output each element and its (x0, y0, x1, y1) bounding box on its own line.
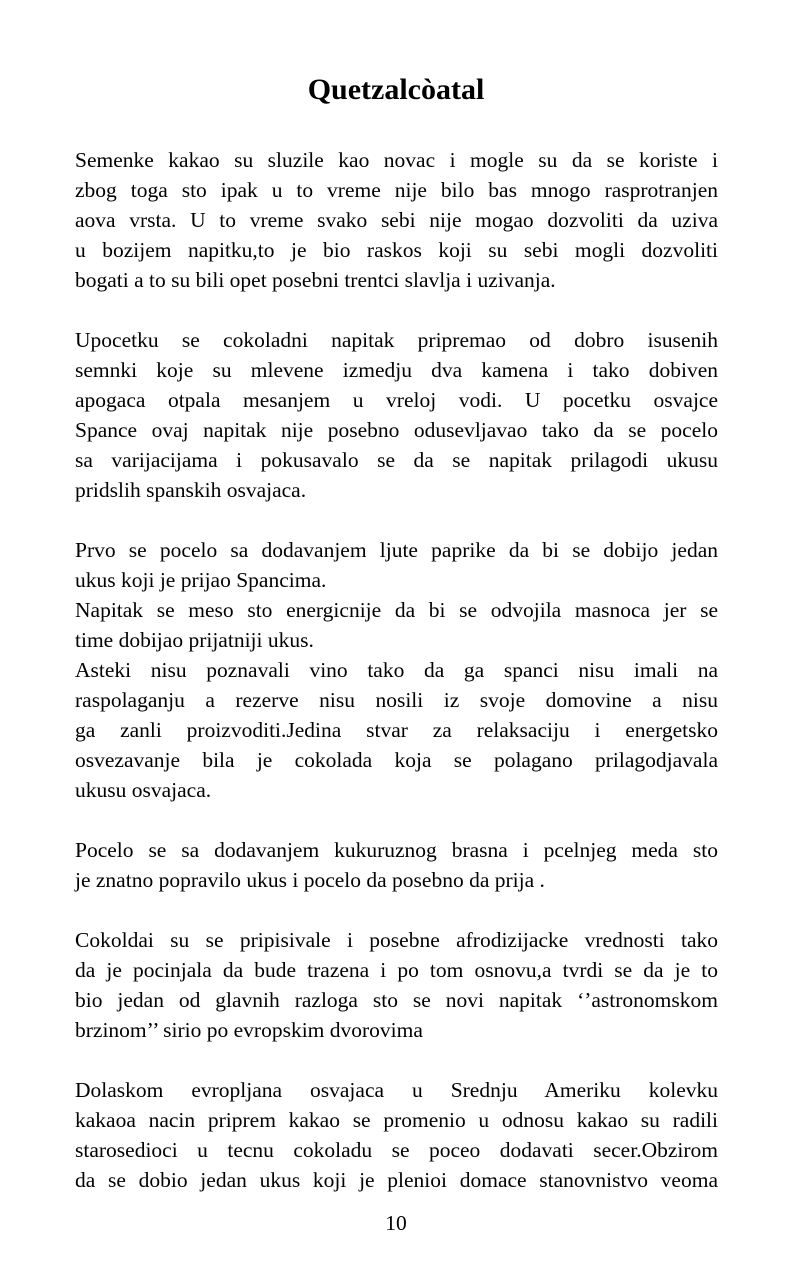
text-line: Prvo se pocelo sa dodavanjem ljute paprike da bi se dobijo jedan (75, 538, 718, 562)
paragraph (75, 835, 718, 895)
text-line: osvezavanje bila je cokolada koja se polagano prilagodjavala (75, 748, 718, 772)
paragraph (75, 535, 718, 805)
text-line: brzinom’’ sirio po evropskim dvorovima (75, 1018, 423, 1042)
text-line: da je pocinjala da bude trazena i po tom osnovu,a tvrdi se da je to (75, 958, 718, 982)
text-line: kakaoa nacin priprem kakao se promenio u odnosu kakao su radili (75, 1108, 718, 1132)
text-line: zbog toga sto ipak u to vreme nije bilo bas mnogo rasprotranjen (75, 178, 718, 202)
text-line: semnki koje su mlevene izmedju dva kamena i tako dobiven (75, 358, 718, 382)
text-line: ga zanli proizvoditi.Jedina stvar za relaksaciju i energetsko (75, 718, 718, 742)
text-line: raspolaganju a rezerve nisu nosili iz svoje domovine a nisu (75, 688, 718, 712)
paragraph (75, 145, 718, 295)
text-line: je znatno popravilo ukus i pocelo da posebno da prija . (75, 868, 545, 892)
text-line: bio jedan od glavnih razloga sto se novi napitak ‘’astronomskom (75, 988, 718, 1012)
text-line: Napitak se meso sto energicnije da bi se odvojila masnoca jer se (75, 598, 718, 622)
text-line: Dolaskom evropljana osvajaca u Srednju Ameriku kolevku (75, 1078, 718, 1102)
text-line: da se dobio jedan ukus koji je plenioi domace stanovnistvo veoma (75, 1168, 718, 1192)
text-line: Upocetku se cokoladni napitak pripremao od dobro isusenih (75, 328, 718, 352)
paragraph (75, 1075, 718, 1195)
paragraph (75, 925, 718, 1045)
page-title: Quetzalcòatal (307, 73, 485, 106)
text-line: ukusu osvajaca. (75, 778, 212, 802)
text-line: time dobijao prijatniji ukus. (75, 628, 314, 652)
text-line: bogati a to su bili opet posebni trentci slavlja i uzivanja. (75, 268, 556, 292)
text-line: starosedioci u tecnu cokoladu se poceo dodavati secer.Obzirom (75, 1138, 718, 1162)
text-line: Cokoldai su se pripisivale i posebne afrodizijacke vrednosti tako (75, 928, 718, 952)
text-line: u bozijem napitku,to je bio raskos koji su sebi mogli dozvoliti (75, 238, 718, 262)
text-line: ukus koji je prijao Spancima. (75, 568, 327, 592)
paragraph (75, 325, 718, 505)
page-number: 10 (385, 1211, 407, 1235)
text-line: pridslih spanskih osvajaca. (75, 478, 307, 502)
text-line: Asteki nisu poznavali vino tako da ga spanci nisu imali na (75, 658, 718, 682)
text-line: Spance ovaj napitak nije posebno odusevljavao tako da se pocelo (75, 418, 718, 442)
text-line: apogaca otpala mesanjem u vreloj vodi. U pocetku osvajce (75, 388, 718, 412)
text-line: Semenke kakao su sluzile kao novac i mogle su da se koriste i (75, 148, 718, 172)
text-line: Pocelo se sa dodavanjem kukuruznog brasna i pcelnjeg meda sto (75, 838, 718, 862)
text-line: aova vrsta. U to vreme svako sebi nije mogao dozvoliti da uziva (75, 208, 718, 232)
text-line: sa varijacijama i pokusavalo se da se napitak prilagodi ukusu (75, 448, 718, 472)
